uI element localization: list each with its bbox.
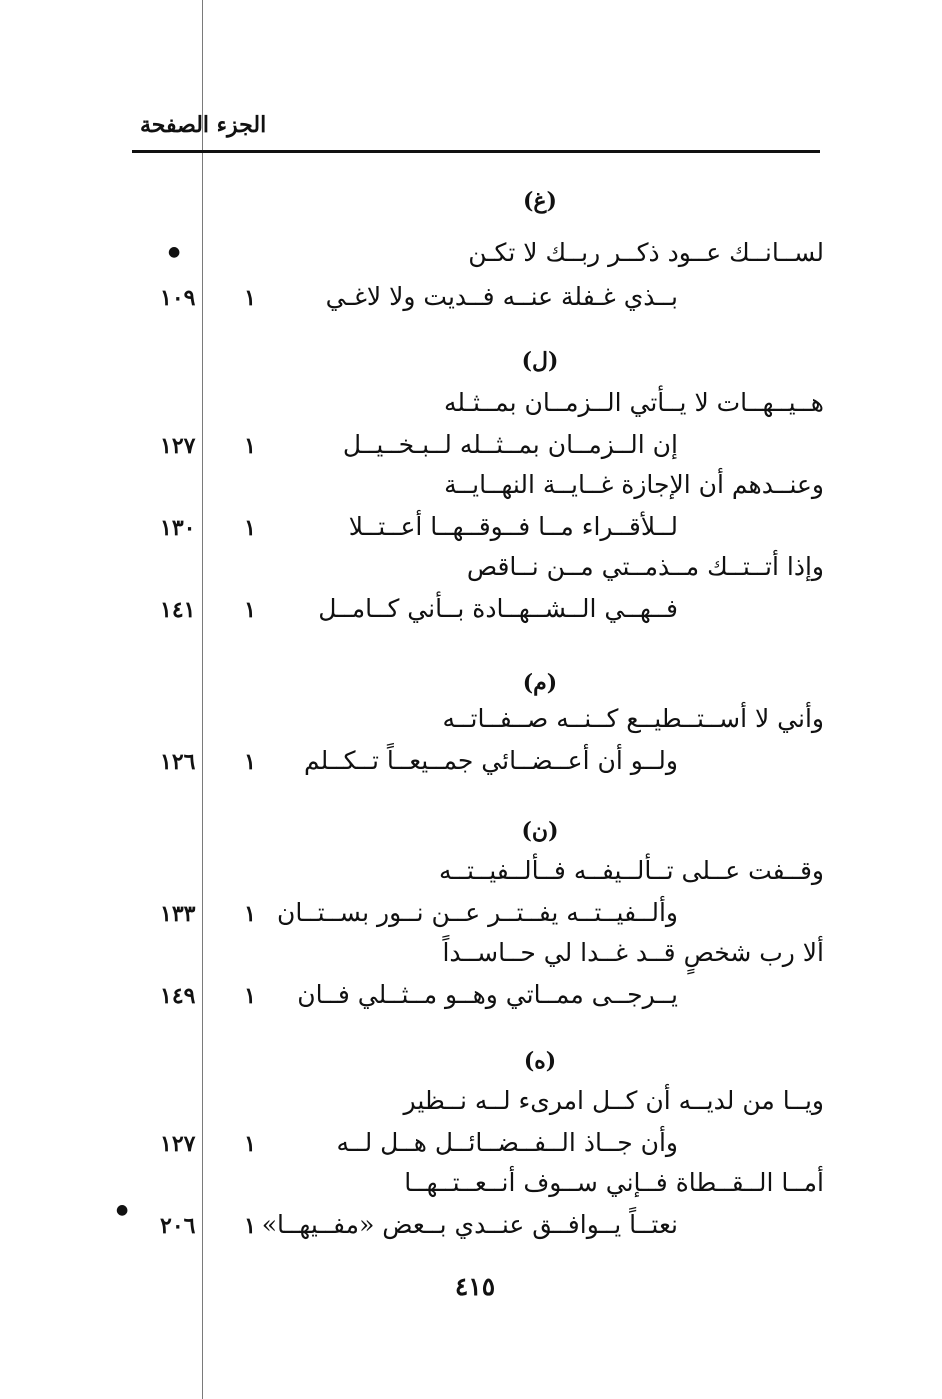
verse-first-hemistich: هــيــهــات لا يــأتي الــزمــان بمــثـله (443, 388, 824, 417)
section-heading: (غ) (523, 188, 557, 214)
part-number: ١ (244, 1131, 256, 1157)
page-reference: ١٠٩ (160, 285, 196, 311)
verse-first-hemistich: وإذا أتــتــك مــذمــتي مــن نــاقص (466, 552, 824, 581)
verse-first-hemistich: ويــا من لديــه أن كــل امرىء لــه نــظير (403, 1086, 824, 1115)
verse-second-hemistich: لــلأقــراء مــا فــوقــهــا أعــتــلا (348, 512, 678, 541)
verse-first-hemistich: أمــا الــقــطاة فــإني ســوف أنــعــتــهــا (404, 1168, 824, 1197)
part-number: ١ (244, 749, 256, 775)
verse-first-hemistich: وعنــدهم أن الإجازة غــايــة النهــايــة (444, 470, 824, 499)
page-reference: ١٤٩ (160, 983, 196, 1009)
header-rule (132, 150, 820, 153)
verse-first-hemistich: ألا رب شخصٍ قــد غــدا لي حــاســداً (442, 938, 824, 967)
page-reference: ١٢٧ (160, 1131, 196, 1157)
verse-second-hemistich: وألــفيــتــه يفــتــر عــن نــور بســتــان (276, 898, 678, 927)
page-number: ٤١٥ (454, 1272, 496, 1301)
section-heading: (م) (522, 670, 558, 696)
part-number: ١ (244, 285, 256, 311)
verse-first-hemistich: لســانــك عــود ذكــر ربــك لا تكـن (468, 238, 824, 267)
part-number: ١ (244, 983, 256, 1009)
part-number: ١ (244, 433, 256, 459)
page-reference: ١٢٧ (160, 433, 196, 459)
margin-mark: ● (116, 1202, 129, 1218)
part-number: ١ (244, 1213, 256, 1239)
page-reference: ٢٠٦ (160, 1213, 196, 1239)
margin-line (202, 0, 203, 1399)
part-number: ١ (244, 901, 256, 927)
verse-second-hemistich: فــهــي الــشــهــادة بــأني كــامــل (318, 594, 678, 623)
verse-second-hemistich: بــذي غـفلة عنــه فــديت ولا لاغـي (325, 282, 678, 311)
verse-second-hemistich: يــرجــى ممــاتي وهــو مــثــلي فــان (297, 980, 678, 1009)
section-heading: (ن) (521, 818, 559, 844)
section-heading: (ه) (523, 1048, 557, 1074)
verse-second-hemistich: نعتــاً يــوافــق عنــدي بــعض «مفــيهــا» (261, 1210, 678, 1239)
verse-second-hemistich: إن الــزمــان بمــثــله لــبـخــيــل (342, 430, 678, 459)
page-reference: ١٣٠ (160, 515, 196, 541)
part-number: ١ (244, 597, 256, 623)
page-reference: ١٤١ (160, 597, 196, 623)
page-reference: ١٣٣ (160, 901, 196, 927)
verse-second-hemistich: وأن جــاذ الــفــضــائــل هــل لــه (336, 1128, 678, 1157)
section-heading: (ل) (521, 348, 559, 374)
part-number: ١ (244, 515, 256, 541)
header-label: الجزء الصفحة (140, 112, 267, 138)
verse-second-hemistich: ولــو أن أعــضــائي جمــيعــاً تــكــلم (304, 746, 678, 775)
verse-first-hemistich: وقــفت عــلى تــألــيفــه فــألــفيــتــه (438, 856, 824, 885)
margin-mark: ● (168, 244, 181, 260)
verse-first-hemistich: وأني لا أســتــطيــع كــنــه صــفــاتــه (442, 704, 824, 733)
page-reference: ١٢٦ (160, 749, 196, 775)
